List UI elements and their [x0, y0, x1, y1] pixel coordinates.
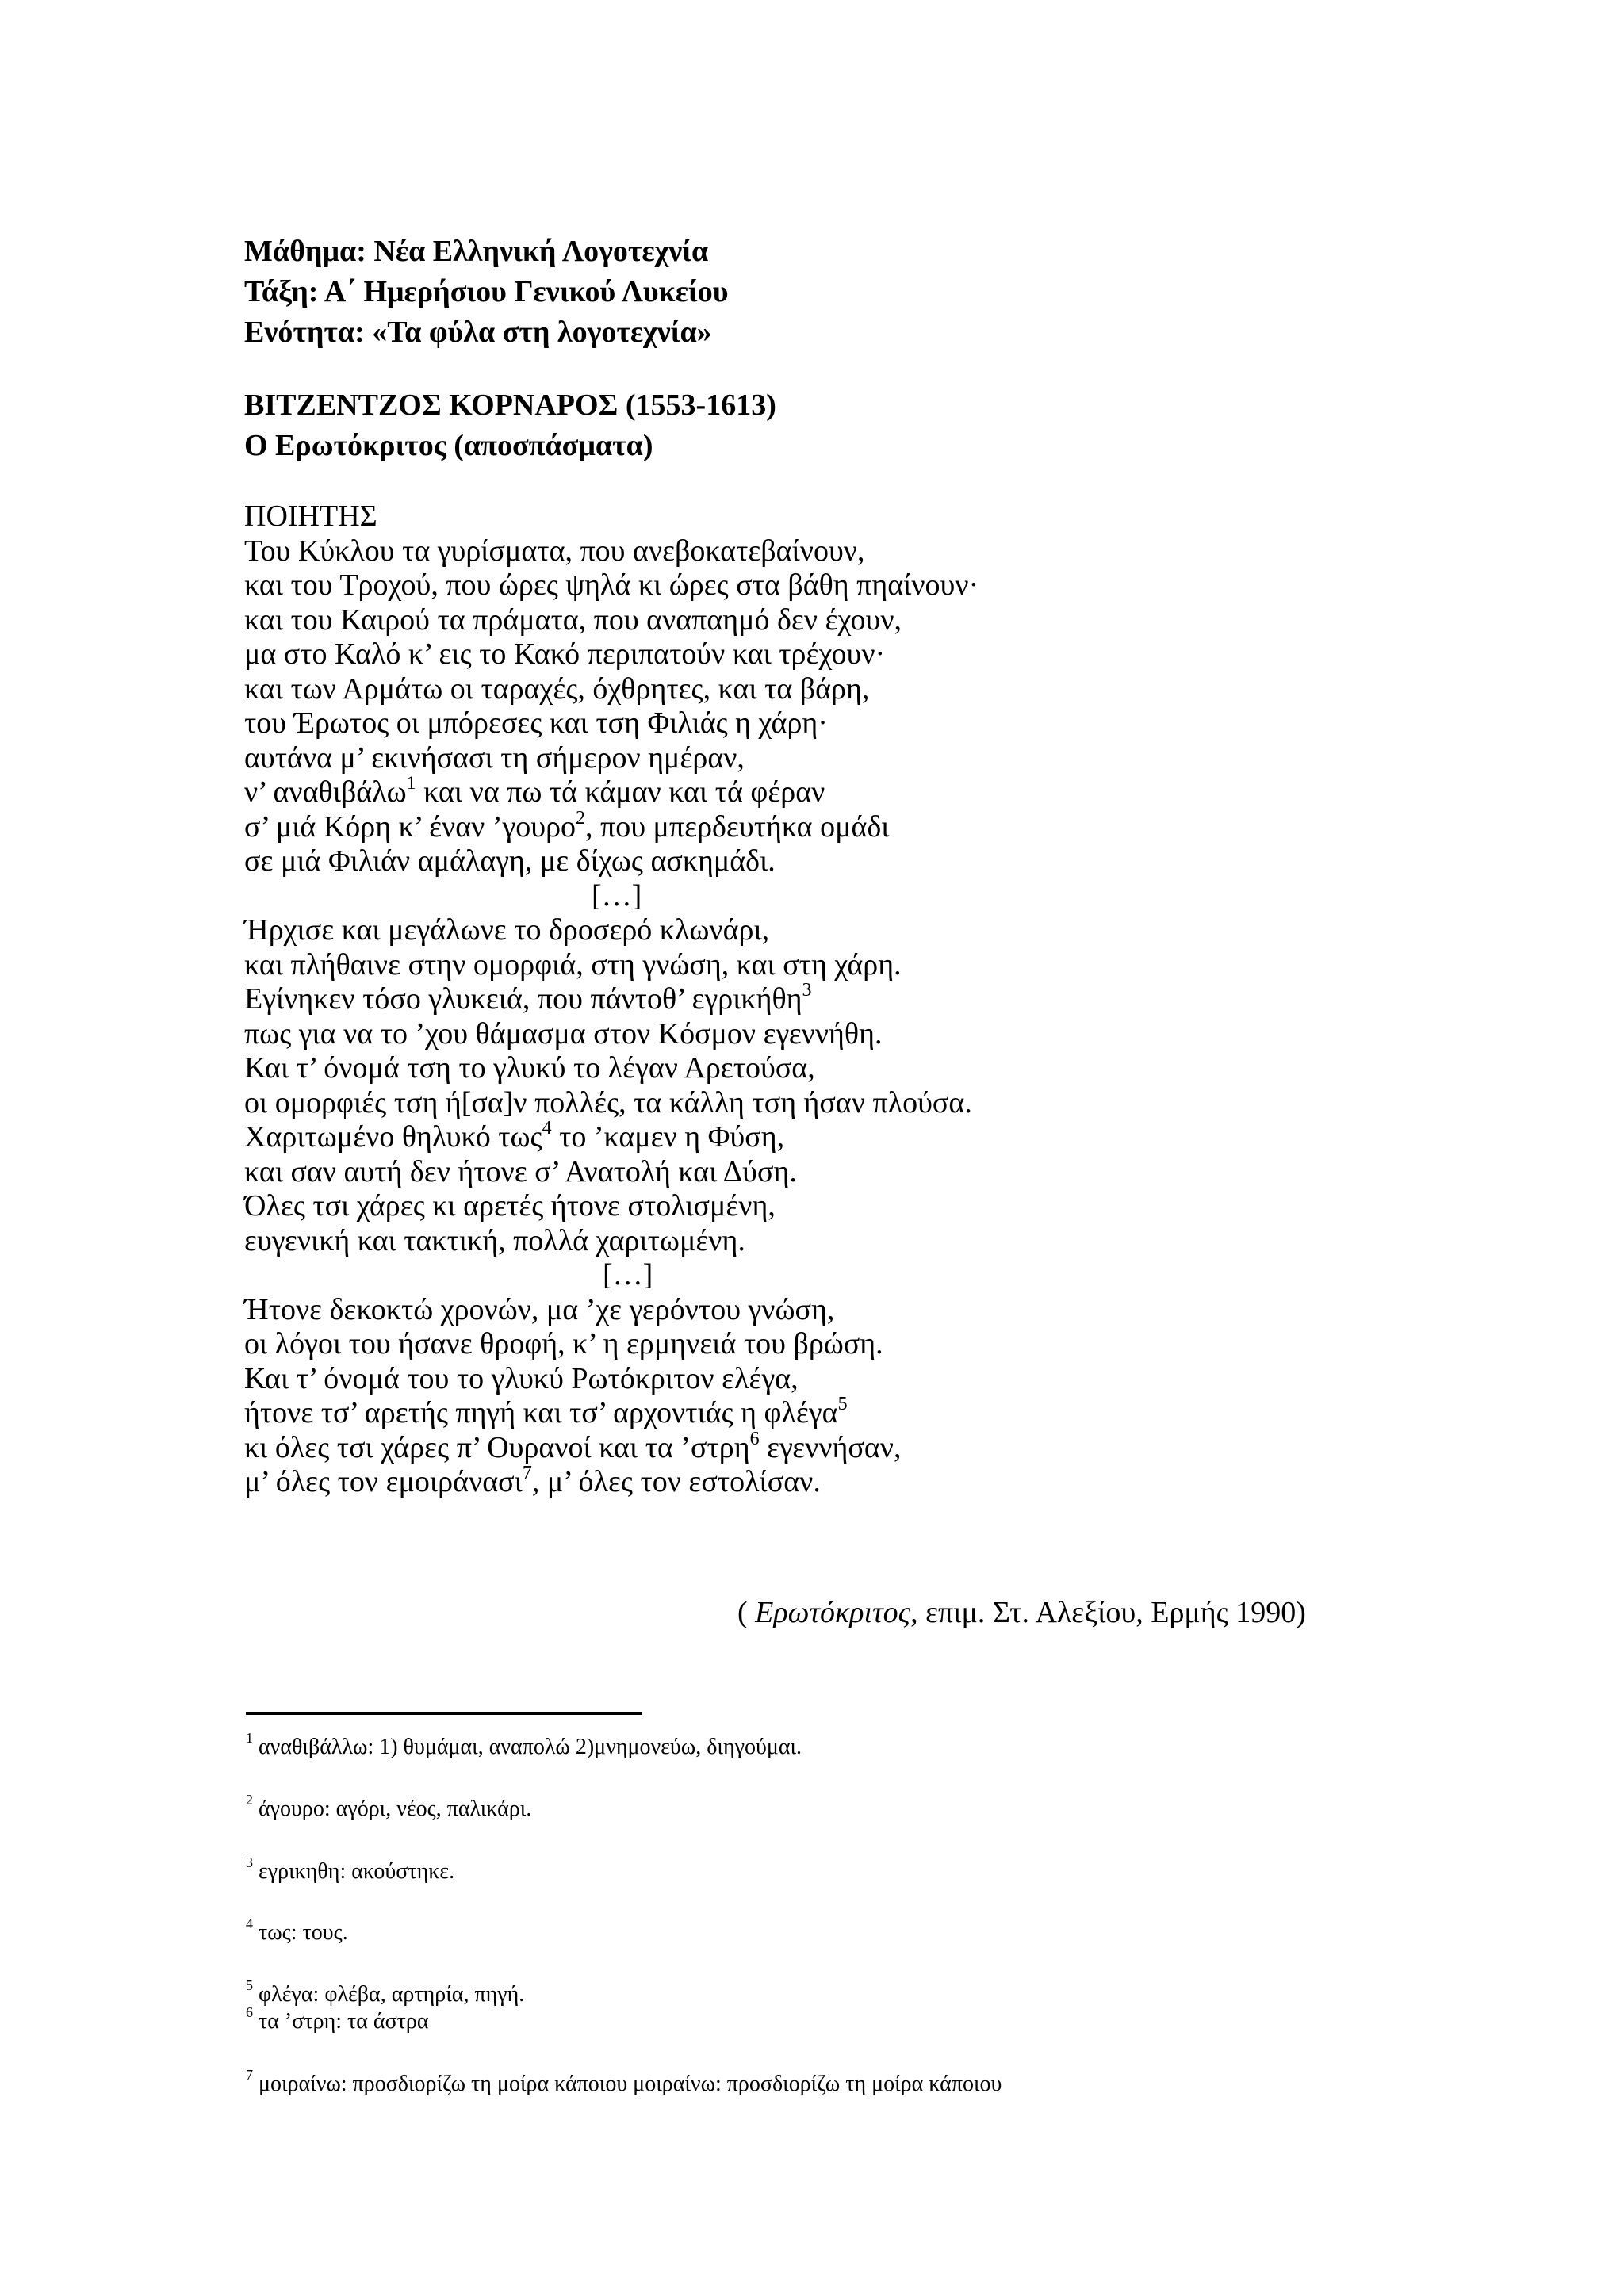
poem-line — [244, 1120, 979, 1155]
footnote-number: 3 — [246, 1854, 253, 1870]
lesson-header — [244, 232, 728, 353]
poem-line: του Έρωτος οι μπόρεσες και τση Φιλιάς η χάρη· — [244, 706, 828, 740]
footnote-ref-7[interactable]: 7 — [522, 1463, 532, 1484]
poem-line: και του Καιρού τα πράματα, που αναπαημό δεν έχουν, — [244, 603, 902, 637]
poem-line — [244, 775, 979, 810]
footnote-ref-6[interactable]: 6 — [749, 1428, 760, 1449]
work-title: Ο Ερωτόκριτος (αποσπάσματα) — [244, 429, 653, 462]
poem-line: και σαν αυτή δεν ήτονε σ’ Ανατολή και Δύση. — [244, 1154, 797, 1188]
poem-line: και πλήθαινε στην ομορφιά, στη γνώση, και στη χάρη. — [244, 947, 902, 982]
poem-text-segment: , μ’ όλες τον εστολίσαν. — [531, 1465, 821, 1498]
poem-line: και του Τροχού, που ώρες ψηλά κι ώρες στα βάθη πηαίνουν· — [244, 568, 979, 602]
footnote-ref-1[interactable]: 1 — [406, 773, 416, 794]
poem-text-segment: μ’ όλες τον εμοιράνασι — [244, 1465, 523, 1498]
footnote-text: μοιραίνω: προσδιορίζω τη μοίρα κάποιου μοιραίνω: προσδιορίζω τη μοίρα κάποιου — [253, 2072, 1002, 2096]
poem-line: μα στο Καλό κ’ εις το Κακό περιπατούν και τρέχουν· — [244, 637, 886, 671]
poem-line: Του Κύκλου τα γυρίσματα, που ανεβοκατεβαίνουν, — [244, 534, 865, 568]
poem-line: και των Αρμάτω οι ταραχές, όχθρητες, και τα βάρη, — [244, 672, 870, 706]
footnote-text: εγρικηθη: ακούστηκε. — [253, 1859, 455, 1884]
source-citation — [737, 1595, 1306, 1630]
citation-rest: , επιμ. Στ. Αλεξίου, Ερμής 1990) — [910, 1596, 1306, 1629]
poem-line — [244, 1465, 979, 1500]
poem-text-segment: κι όλες τσι χάρες π’ Ουρανοί και τα ’στρη — [244, 1430, 750, 1464]
footnote-number: 7 — [246, 2066, 253, 2083]
footnote-text: άγουρο: αγόρι, νέος, παλικάρι. — [253, 1797, 532, 1821]
footnote-ref-4[interactable]: 4 — [542, 1118, 552, 1139]
poem-line: πως για να το ’χου θάμασμα στον Κόσμον εγεννήθη. — [244, 1016, 883, 1050]
poem-text-segment: ήτονε τσ’ αρετής πηγή και τσ’ αρχοντιάς η φλέγα — [244, 1396, 838, 1429]
citation-open: ( — [737, 1596, 756, 1629]
poem-line: Και τ’ όνομά του το γλυκύ Ρωτόκριτον ελέγα, — [244, 1361, 799, 1395]
footnote-ref-3[interactable]: 3 — [802, 980, 812, 1001]
footnote-ref-5[interactable]: 5 — [837, 1394, 848, 1415]
footnote-text: τα ’στρη: τα άστρα — [253, 2009, 429, 2034]
omission-mark: […] — [603, 1258, 653, 1292]
poem-text — [244, 499, 979, 1500]
footnote — [246, 1976, 525, 2007]
footnote-number: 2 — [246, 1791, 253, 1808]
footnote-number: 6 — [246, 2003, 253, 2020]
author-name: ΒΙΤΖΕΝΤΖΟΣ ΚΟΡΝΑΡΟΣ (1553-1613) — [244, 388, 776, 422]
poem-text-segment: και να πω τά κάμαν και τά φέραν — [416, 775, 825, 809]
poem-text-segment: εγεννήσαν, — [759, 1430, 902, 1464]
footnote-text: φλέγα: φλέβα, αρτηρία, πηγή. — [253, 1982, 525, 2007]
footnote-number: 4 — [246, 1915, 253, 1931]
poem-line — [244, 982, 979, 1017]
poem-line — [244, 1428, 979, 1466]
footnote-number: 1 — [246, 1729, 253, 1746]
footnote — [246, 1791, 532, 1822]
footnote-number: 5 — [246, 1976, 253, 1993]
poem-text-segment: , που μπερδευτήκα ομάδι — [585, 809, 890, 844]
footnote-ref-2[interactable]: 2 — [576, 807, 586, 828]
poem-text-segment: ν’ αναθιβάλω — [244, 775, 407, 809]
footnote-separator — [246, 1712, 642, 1715]
poem-line: Ήτονε δεκοκτώ χρονών, μα ’χε γερόντου γνώση, — [244, 1292, 835, 1326]
poem-line: αυτάνα μ’ εκινήσασι τη σήμερον ημέραν, — [244, 740, 745, 775]
footnote-text: αναθιβάλλω: 1) θυμάμαι, αναπολώ 2)μνημονεύω, διηγούμαι. — [253, 1735, 802, 1759]
poem-line — [244, 807, 979, 845]
poem-line: ευγενική και τακτική, πολλά χαριτωμένη. — [244, 1223, 745, 1257]
poem-text-segment: Χαριτωμένο θηλυκό τως — [244, 1120, 542, 1154]
poem-line: σε μιά Φιλιάν αμάλαγη, με δίχως ασκημάδι. — [244, 844, 776, 878]
footnote — [246, 2003, 429, 2034]
poem-line — [244, 1396, 979, 1431]
poem-speaker: ΠΟΙΗΤΗΣ — [244, 499, 377, 533]
poem-line: Όλες τσι χάρες κι αρετές ήτονε στολισμένη, — [244, 1189, 776, 1223]
footnote — [246, 1854, 455, 1885]
poem-text-segment: σ’ μιά Κόρη κ’ έναν ’γουρο — [244, 809, 576, 844]
poem-line: οι ομορφιές τση ή[σα]ν πολλές, τα κάλλη τση ήσαν πλούσα. — [244, 1085, 972, 1119]
work-heading — [244, 385, 776, 466]
poem-line: οι λόγοι του ήσανε θροφή, κ’ η ερμηνειά του βρώση. — [244, 1327, 883, 1360]
poem-line: Και τ’ όνομά τση το γλυκύ το λέγαν Αρετούσα, — [244, 1051, 815, 1085]
class-line: Τάξη: Α΄ Ημερήσιου Γενικού Λυκείου — [244, 275, 729, 308]
poem-line: Ήρχισε και μεγάλωνε το δροσερό κλωνάρι, — [244, 913, 770, 947]
unit-line: Ενότητα: «Τα φύλα στη λογοτεχνία» — [244, 316, 712, 349]
subject-line: Μάθημα: Νέα Ελληνική Λογοτεχνία — [244, 235, 709, 268]
footnote — [246, 1729, 802, 1760]
poem-text-segment: Εγίνηκεν τόσο γλυκειά, που πάντοθ’ εγρικήθη — [244, 982, 802, 1016]
footnote-text: τως: τους. — [253, 1920, 348, 1945]
citation-title: Ερωτόκριτος — [755, 1596, 911, 1629]
omission-mark: […] — [592, 878, 642, 913]
footnote — [246, 1915, 348, 1946]
poem-text-segment: το ’καμεν η Φύση, — [551, 1120, 785, 1154]
footnote — [246, 2066, 1002, 2097]
